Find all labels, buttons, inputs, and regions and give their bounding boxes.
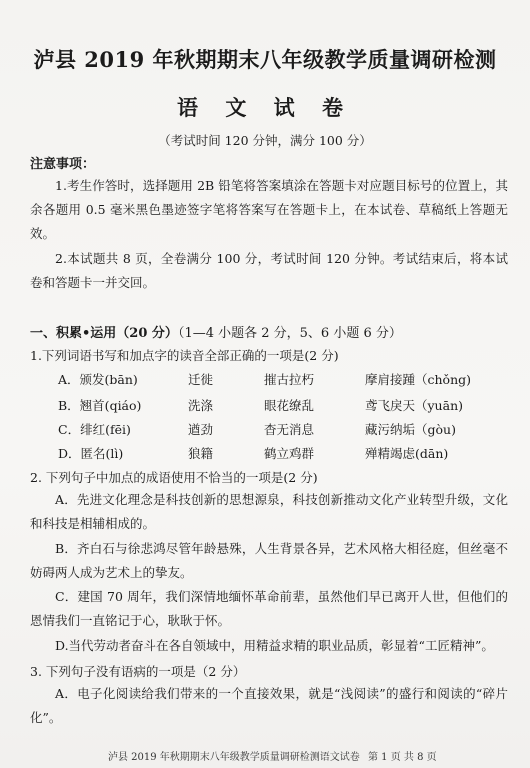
q3-option-a: A．电子化阅读给我们带来的一个直接效果，就是“浅阅读”的盛行和阅读的“碎片化”。 bbox=[30, 686, 508, 725]
notice-heading: 注意事项： bbox=[30, 157, 96, 172]
q1-option-c-word: 杳无消息 bbox=[264, 422, 315, 437]
q1-option-a-word: 摩肩接踵（chǒng) bbox=[365, 372, 472, 387]
question-1-stem: 1.下列词语书写和加点字的读音全部正确的一项是(2 分) bbox=[30, 348, 339, 363]
section-heading bbox=[30, 322, 402, 341]
question-3-stem: 3. 下列句子没有语病的一项是（2 分） bbox=[30, 664, 246, 679]
q1-option-a-word: 摧古拉朽 bbox=[264, 372, 315, 387]
q2-option-c: C．建国 70 周年，我们深情地缅怀革命前辈，虽然他们早已离开人世，但他们的恩情我们一直铭记于心，耿耿于怀。 bbox=[30, 589, 508, 628]
section-title: 一、积累•运用（20 分） bbox=[30, 326, 178, 341]
q1-option-d-word: 鹤立鸡群 bbox=[264, 446, 315, 461]
exam-title: 泸县 2019 年秋期期末八年级教学质量调研检测 bbox=[33, 47, 497, 72]
q1-option-b-word: 眼花缭乱 bbox=[264, 398, 315, 413]
q1-option-d-word: 狼籍 bbox=[188, 446, 214, 461]
notice-item-2: 2.本试题共 8 页，全卷满分 100 分，考试时间 120 分钟。考试结束后，将本试卷和答题卡一并交回。 bbox=[30, 251, 508, 290]
q1-option-b-word: 洗涤 bbox=[188, 398, 214, 413]
notice-item-1: 1.考生作答时，选择题用 2B 铅笔将答案填涂在答题卡对应题目标号的位置上，其余各题用 0.5 毫米黑色墨迹签字笔将答案写在答题卡上，在本试卷、草稿纸上答题无效。 bbox=[30, 178, 508, 241]
q2-option-a: A．先进文化理念是科技创新的思想源泉，科技创新推动文化产业转型升级，文化和科技是相辅相成的。 bbox=[30, 492, 508, 531]
q1-option-c-word: 藏污纳垢（gòu) bbox=[365, 422, 456, 437]
q1-option-a-word: A．颁发(bān) bbox=[58, 372, 138, 387]
q1-option-a-word: 迁徙 bbox=[188, 372, 214, 387]
q1-option-b-word: B．翘首(qiáo) bbox=[58, 398, 142, 413]
q1-option-b-word: 鸢飞戾天（yuān) bbox=[365, 398, 463, 413]
footer-page-number: 第 1 页 共 8 页 bbox=[368, 752, 437, 763]
q1-option-c-word: C．绯红(fēi) bbox=[58, 422, 131, 437]
q1-option-d-word: D．匿名(lì) bbox=[58, 446, 124, 461]
section-score-note: （1—4 小题各 2 分，5、6 小题 6 分） bbox=[177, 326, 402, 341]
q1-option-d-word: 殚精竭虑(dān) bbox=[365, 446, 449, 461]
question-2-stem: 2. 下列句子中加点的成语使用不恰当的一项是(2 分) bbox=[30, 470, 318, 485]
exam-time-info: （考试时间 120 分钟，满分 100 分） bbox=[158, 133, 372, 148]
q2-option-d: D.当代劳动者奋斗在各自领域中，用精益求精的职业品质，彰显着“工匠精神”。 bbox=[55, 638, 494, 653]
q1-option-c-word: 遒劲 bbox=[188, 422, 214, 437]
footer-exam-name: 泸县 2019 年秋期期末八年级教学质量调研检测语文试卷 bbox=[108, 752, 360, 763]
subject-title: 语 文 试 卷 bbox=[177, 95, 353, 120]
q2-option-b: B．齐白石与徐悲鸿尽管年龄悬殊，人生背景各异，艺术风格大相径庭，但丝毫不妨碍两人成为艺术上的挚友。 bbox=[30, 541, 508, 580]
